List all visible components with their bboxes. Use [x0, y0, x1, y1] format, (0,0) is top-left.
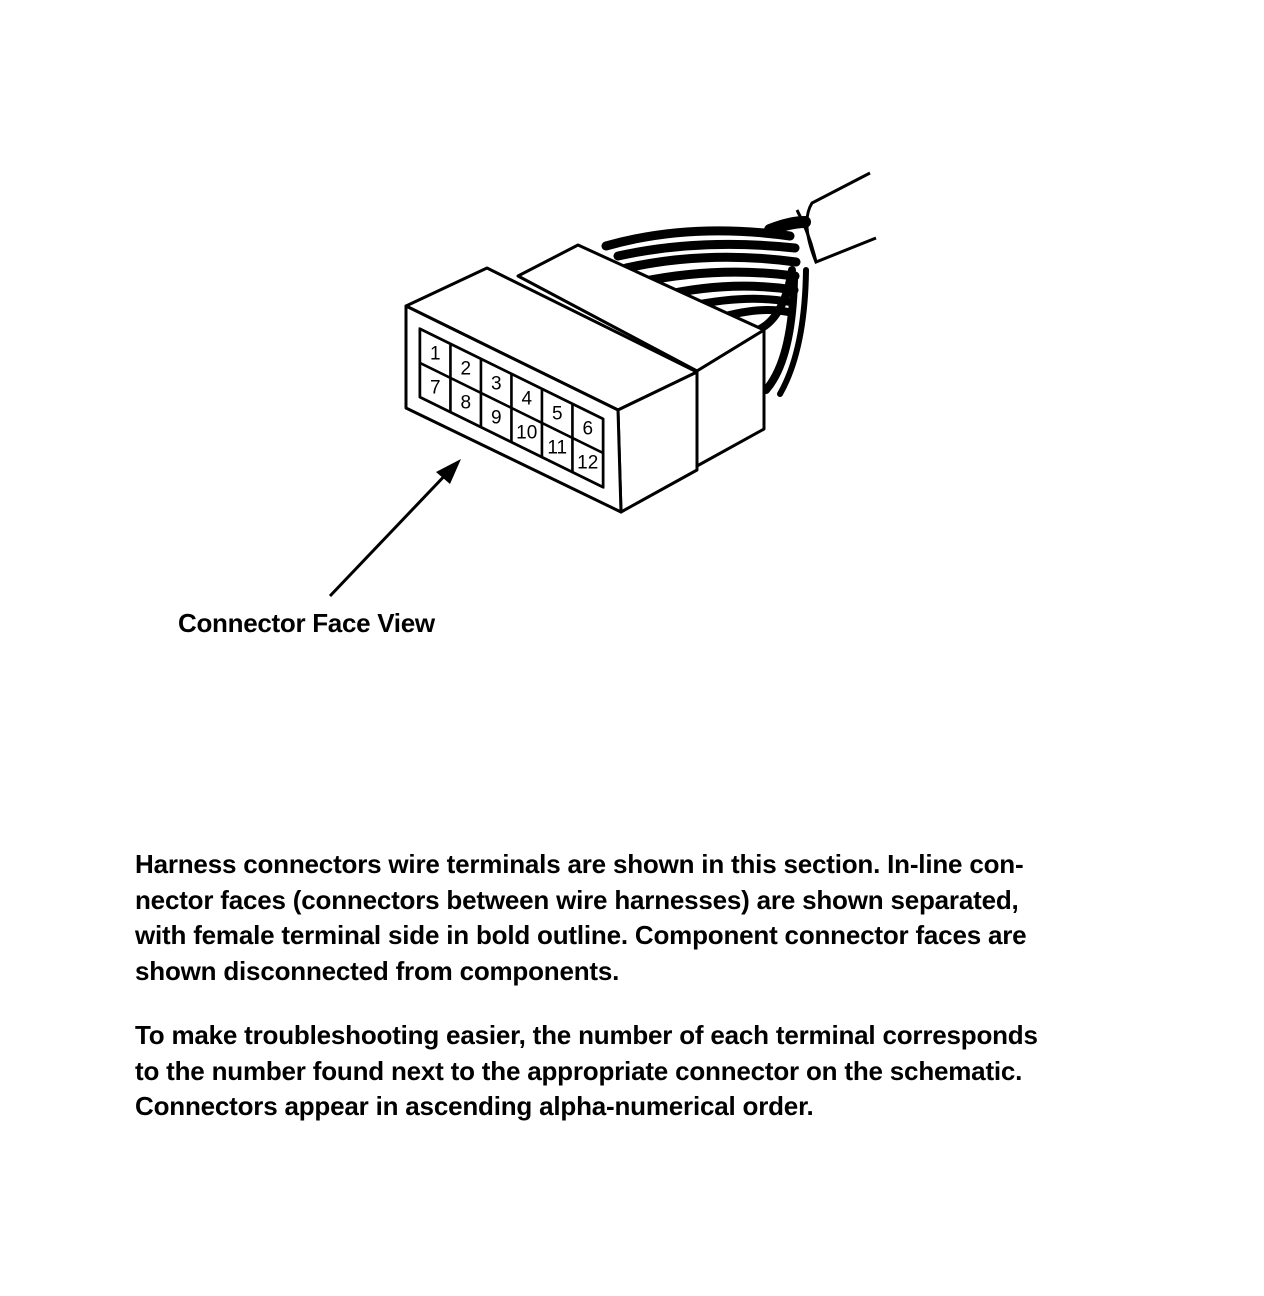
- terminal-number: 11: [547, 437, 568, 459]
- text-line: shown disconnected from components.: [135, 955, 620, 986]
- terminal-number: 3: [490, 373, 502, 395]
- text-line: Connectors appear in ascending alpha-numerical order.: [135, 1091, 814, 1121]
- cable-jacket: [807, 173, 876, 262]
- terminal-number: 6: [582, 418, 594, 440]
- callout-arrow: [330, 459, 461, 596]
- terminal-number: 12: [577, 452, 599, 474]
- text-line: with female terminal side in bold outline. Component connector faces are: [135, 920, 1027, 950]
- terminal-number: 1: [429, 343, 441, 365]
- text-line: Harness connectors wire terminals are shown in this section. In-line con-: [135, 849, 1024, 879]
- terminal-number: 7: [429, 377, 441, 399]
- wire: [640, 272, 795, 282]
- wire: [626, 257, 796, 268]
- text-line: To make troubleshooting easier, the number of each terminal corresponds: [135, 1020, 1038, 1050]
- wire: [770, 222, 805, 230]
- terminal-number: 5: [551, 403, 563, 425]
- description-paragraph-2: [135, 1018, 1125, 1125]
- terminal-number: 2: [460, 358, 472, 380]
- text-line: nector faces (connectors between wire harnesses) are shown separated,: [135, 884, 1019, 915]
- description-paragraph-1: [135, 847, 1125, 989]
- connector-face-view-label: Connector Face View: [178, 608, 435, 638]
- terminal-number: 9: [490, 407, 502, 429]
- callout-arrow-shaft: [330, 468, 452, 596]
- text-line: to the number found next to the appropriate connector on the schematic.: [135, 1055, 1023, 1086]
- terminal-number: 4: [521, 388, 533, 410]
- terminal-number: 8: [460, 392, 472, 414]
- terminal-number: 10: [516, 422, 538, 444]
